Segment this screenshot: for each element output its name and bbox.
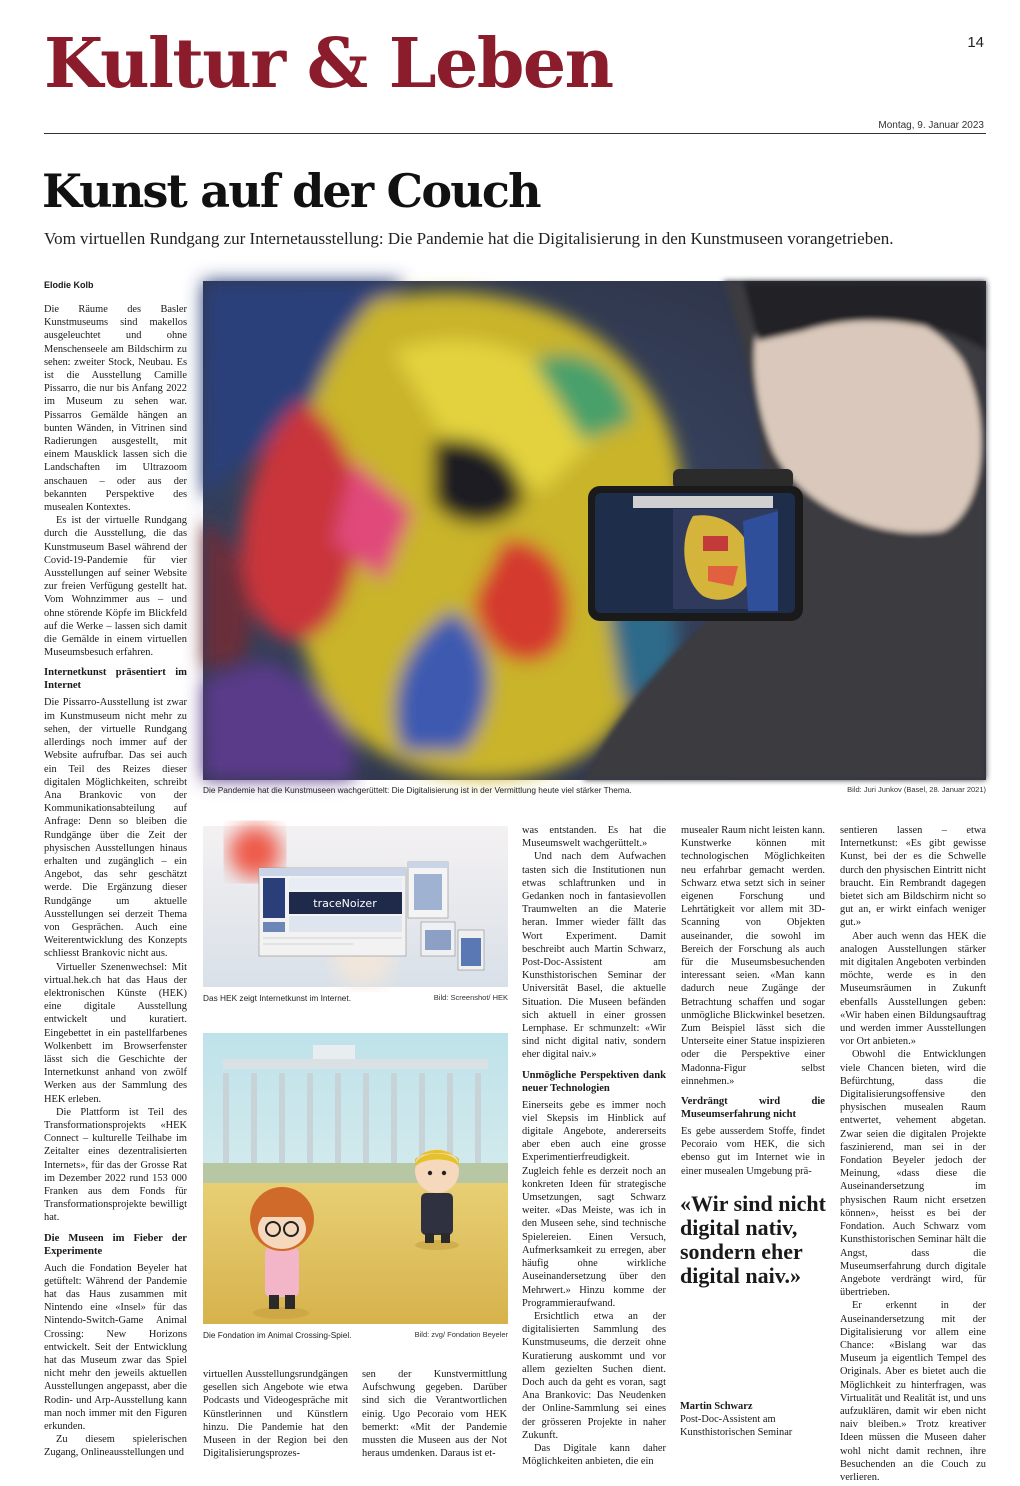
text-column-1: [44, 303, 187, 1463]
paragraph: virtuellen Ausstellungsrundgängen gesellen sich Angebote wie etwa Podcasts und Videogespräche mit Künstlerinnen und Künstlern hinzu. Die Pandemie hat den Museen in der Region bei den Digitalisierungsprozes-: [203, 1369, 348, 1460]
text-column-5: [681, 824, 825, 1177]
beyeler-photo-graphic: [203, 1033, 508, 1324]
paragraph: Es ist der virtuelle Rundgang durch die Ausstellung, die das Kunstmuseum Basel während der Covid-19-Pandemie für vier Ausstellungen auf seiner Website zur freien Verfügung gestellt hat. Vom Wohnzimmer aus – und ohne störende Köpfe im Blickfeld auf die Werke – lassen sich damit die Gemälde in einem virtuellen Museumsbesuch erfahren.: [44, 515, 187, 659]
beyeler-photo-caption-row: [203, 1330, 508, 1340]
paragraph: Zu diesem spielerischen Zugang, Onlineausstellungen und: [44, 1434, 187, 1459]
article-lead: Vom virtuellen Rundgang zur Internetausstellung: Die Pandemie hat die Digitalisierung in den Kunstmuseen vorangetrieben.: [44, 229, 894, 248]
hek-photo-graphic: [203, 826, 508, 987]
main-photo-graphic: [203, 281, 986, 780]
paragraph: Er erkennt in der Auseinandersetzung mit der Digitalisierung vor allem eine Chance: «Bislang war das Museum ja eigentlich Tempel des Originals. Aber es bietet auch die Möglichkeit zu hinterfragen, was Virtualität und Realität ist, und uns aufzuklären, damit wir eben nicht naiv bleiben.» Trotz kreativer Ideen müssen die Museen daher wohl nicht damit rechnen, ihre Besuchenden an die Couch zu verlieren.: [840, 1300, 986, 1483]
paragraph: Es gebe ausserdem Stoffe, findet Pecoraio vom HEK, die sich ebenso gut im Internet wie in einer musealen Umgebung prä-: [681, 1126, 825, 1177]
section-title: Kultur & Leben: [44, 24, 613, 104]
paragraph: Und nach dem Aufwachen tasten sich die Institutionen nun etwas schlaftrunken und in Gedanken noch in fantasievollen Traumwelten an die Materie heran. Immer wieder fällt das Wort Experiment. Damit beschreibt auch Martin Schwarz, Post-Doc-Assistent am Kunsthistorischen Seminar der Universität Basel, die aktuelle Situation. Die Museen befänden sich aktuell in einer grossen Lernphase. Er schmunzelt: «Wir sind nicht digital nativ, sondern eher digital naiv.»: [522, 851, 666, 1061]
paragraph: sen der Kunstvermittlung Aufschwung gegeben. Darüber sind sich die Verantwortlichen einig. Ugo Pecoraio vom HEK bemerkt: «Mit der Pandemie mussten die Museen aus der Not heraus umdenken. Daraus ist et-: [362, 1369, 507, 1460]
paragraph: musealer Raum nicht leisten kann. Kunstwerke können mit technologischen Möglichkeiten neu erfahrbar gemacht werden. Schwarz etwa setzt sich in seiner eigenen Forschung und Lehrtätigkeit vor allem mit 3D-Scanning von Objekten auseinander, die sowohl im Bereich der Forschung als auch für die Museumsbesuchenden interessant seien. «Man kann dadurch neue Zugänge der Betrachtung schaffen und sogar unmögliche Blickwinkel besetzen. Zum Beispiel lässt sich die Unterseite einer Statue inspizieren oder die Perspektive einer Madonna-Figur selbst einnehmen.»: [681, 825, 825, 1087]
hek-screen-title: traceNoizer: [313, 897, 377, 910]
text-column-2: [203, 1368, 348, 1463]
paragraph: Die Räume des Basler Kunstmuseums sind makellos ausgeleuchtet und ohne Menschenseele am Bildschirm zu sehen: zweiter Stock, Neubau. Es ist die Ausstellung Camille Pissarro, die nur bis Anfang 2022 im Museum zu sehen war. Pissarros Gemälde hängen an bunten Wänden, in Vitrinen sind Radierungen ausgestellt, mit einem Mausklick lassen sich die Landschaften im Ultrazoom anschauen – oder aus der bekannten Perspektive des musealen Kontextes.: [44, 304, 187, 514]
main-photo: [203, 281, 986, 780]
text-column-6: [840, 824, 986, 1483]
subheading: Internetkunst präsentiert im Internet: [44, 667, 187, 692]
masthead-rule: [44, 133, 986, 134]
paragraph: was entstanden. Es hat die Museumswelt wachgerüttelt.»: [522, 825, 666, 850]
main-photo-credit: Bild: Juri Junkov (Basel, 28. Januar 2021): [847, 785, 986, 794]
main-photo-caption: Die Pandemie hat die Kunstmuseen wachgerüttelt: Die Digitalisierung ist in der Vermittlung heute viel stärker Thema.: [203, 785, 632, 795]
paragraph: Das Digitale kann daher Möglichkeiten anbieten, die ein: [522, 1442, 666, 1468]
paragraph: Einerseits gebe es immer noch viel Skepsis im Hinblick auf digitale Angebote, andererseits aber eben auch eine grosse Experimentierfreudigkeit. Zugleich fehle es derzeit noch an konkreten Ideen für strategische Umsetzungen, sagt Schwarz weiter. «Das Meiste, was ich in den Museen sehe, sind technische Spielereien. Einen Versuch, Aufmerksamkeit zu erregen, aber häufig ohne wirkliche Auseinandersetzung über den Mehrwert.» Hinzu komme der Programmieraufwand.: [522, 1099, 666, 1309]
text-column-4: [522, 824, 666, 1468]
article-author: Elodie Kolb: [44, 280, 94, 290]
hek-photo-caption: Das HEK zeigt Internetkunst im Internet.: [203, 993, 352, 1003]
main-photo-caption-row: [203, 785, 986, 795]
paragraph: Virtueller Szenenwechsel: Mit virtual.hek.ch hat das Haus der elektronischen Künste (HEK) eine digitale Ausstellung entwickelt und kuratiert. Eingebettet in ein pastellfarbenes Wolkenbett im Browserfenster lässt sich die Geschichte der Internetkunst anhand von zwölf Werken aus der Sammlung des HEK erleben.: [44, 961, 187, 1105]
beyeler-photo-caption: Die Fondation im Animal Crossing-Spiel.: [203, 1330, 352, 1340]
issue-date: Montag, 9. Januar 2023: [878, 120, 984, 131]
subheading: Die Museen im Fieber der Experimente: [44, 1232, 187, 1257]
pull-quote-role: Post-Doc-Assistent am Kunsthistorischen Seminar: [680, 1414, 793, 1438]
hek-photo-credit: Bild: Screenshot/ HEK: [433, 993, 508, 1002]
pull-quote: «Wir sind nicht digital nativ, sondern eher digital naiv.»: [680, 1191, 826, 1288]
beyeler-photo: [203, 1033, 508, 1324]
pull-quote-name: Martin Schwarz: [680, 1401, 753, 1412]
beyeler-photo-credit: Bild: zvg/ Fondation Beyeler: [414, 1330, 508, 1339]
paragraph: Ersichtlich etwa an der digitalisierten Sammlung des Kunstmuseums, die derzeit ohne Kuratierung auskommt und vor allem gezielten Suchen dient. Doch auch da geht es voran, sagt Ana Brankovic: Das Neudenken der Online-Sammlung sei eines der grösseren Projekte in naher Zukunft.: [522, 1310, 666, 1441]
subheading: Unmögliche Perspektiven dank neuer Technologien: [522, 1069, 666, 1094]
subheading: Verdrängt wird die Museumserfahrung nicht: [681, 1096, 825, 1121]
paragraph: sentieren lassen – etwa Internetkunst: «Es gibt gewisse Kunst, bei der es die Schwelle durch den physischen Eintritt nicht braucht. Ein Rembrandt dagegen bietet sich am Bildschirm nicht so gut an, er wirkt einfach weniger gut.»: [840, 825, 986, 929]
paragraph: Die Pissarro-Ausstellung ist zwar im Kunstmuseum nicht mehr zu sehen, der virtuelle Rundgang allerdings noch immer auf der Website aufrufbar. Das sei auch ein Teil des Reizes dieser digitalen Möglichkeiten, schreibt Ana Brankovic von der Kommunikationsabteilung auf Anfrage: Denn so bleiben die Rundgänge über die Zeit der physischen Ausstellungen hinaus erhalten und zugänglich – ein Angebot, das sehr geschätzt werde. Die Ergänzung dieser Rundgänge um aktuelle Ausstellungen sei derzeit Thema von Gesprächen. Auch eine Weiterentwicklung des Konzepts schliesst Brankovic nicht aus.: [44, 697, 187, 960]
paragraph: Obwohl die Entwicklungen viele Chancen bieten, wird die Befürchtung, dass die Digitalisierungsoffensive den physischen musealen Raum entwertet, vehement abgetan. Zwar seien die digitalen Projekte faszinierend, man sei in der Fondation Beyeler jedoch der Meinung, «dass diese die Auseinandersetzung im physischen Raum nicht ersetzen können», heisst es bei der Fondation. Auch Schwarz vom Kunsthistorischen Seminar hält die Angst, dass die Museumserfahrung durch digitale Angebote verdrängt wird, für übertrieben.: [840, 1049, 986, 1299]
text-column-3: [362, 1368, 507, 1463]
hek-photo-caption-row: [203, 993, 508, 1003]
pull-quote-attribution: [680, 1400, 820, 1439]
paragraph: Auch die Fondation Beyeler hat getüftelt: Während der Pandemie hat das Haus zusammen mit Nintendo eine «Insel» für das Nintendo-Switch-Game Animal Crossing: New Horizons entwickelt. Seit der Entwicklung hat das Museum zwar das Spiel nicht mehr den jeweils aktuellen Ausstellungen angepasst, aber die Rodin- und Arp-Ausstellung kann man noch immer mit den Figuren erkunden.: [44, 1262, 187, 1433]
paragraph: Die Plattform ist Teil des Transformationsprojekts «HEK Connect – kulturelle Teilhabe im Zeitalter eines dezentralisierten Internets», für das der Grosse Rat im Dezember 2022 rund 153 000 Franken aus dem Fonds für Transformationsprojekte bewilligt hat.: [44, 1106, 187, 1224]
article-headline: Kunst auf der Couch: [42, 164, 540, 218]
page-number: 14: [967, 34, 984, 51]
paragraph: Aber auch wenn das HEK die analogen Ausstellungen stärker mit digitalen Angeboten verbinden möchte, werde es in den Museumsräumen in Zukunft ebenfalls Ausstellungen geben: «Wir haben einen Bildungsauftrag und werden immer Ausstellungen vor Ort anbieten.»: [840, 930, 986, 1048]
hek-photo: [203, 826, 508, 987]
